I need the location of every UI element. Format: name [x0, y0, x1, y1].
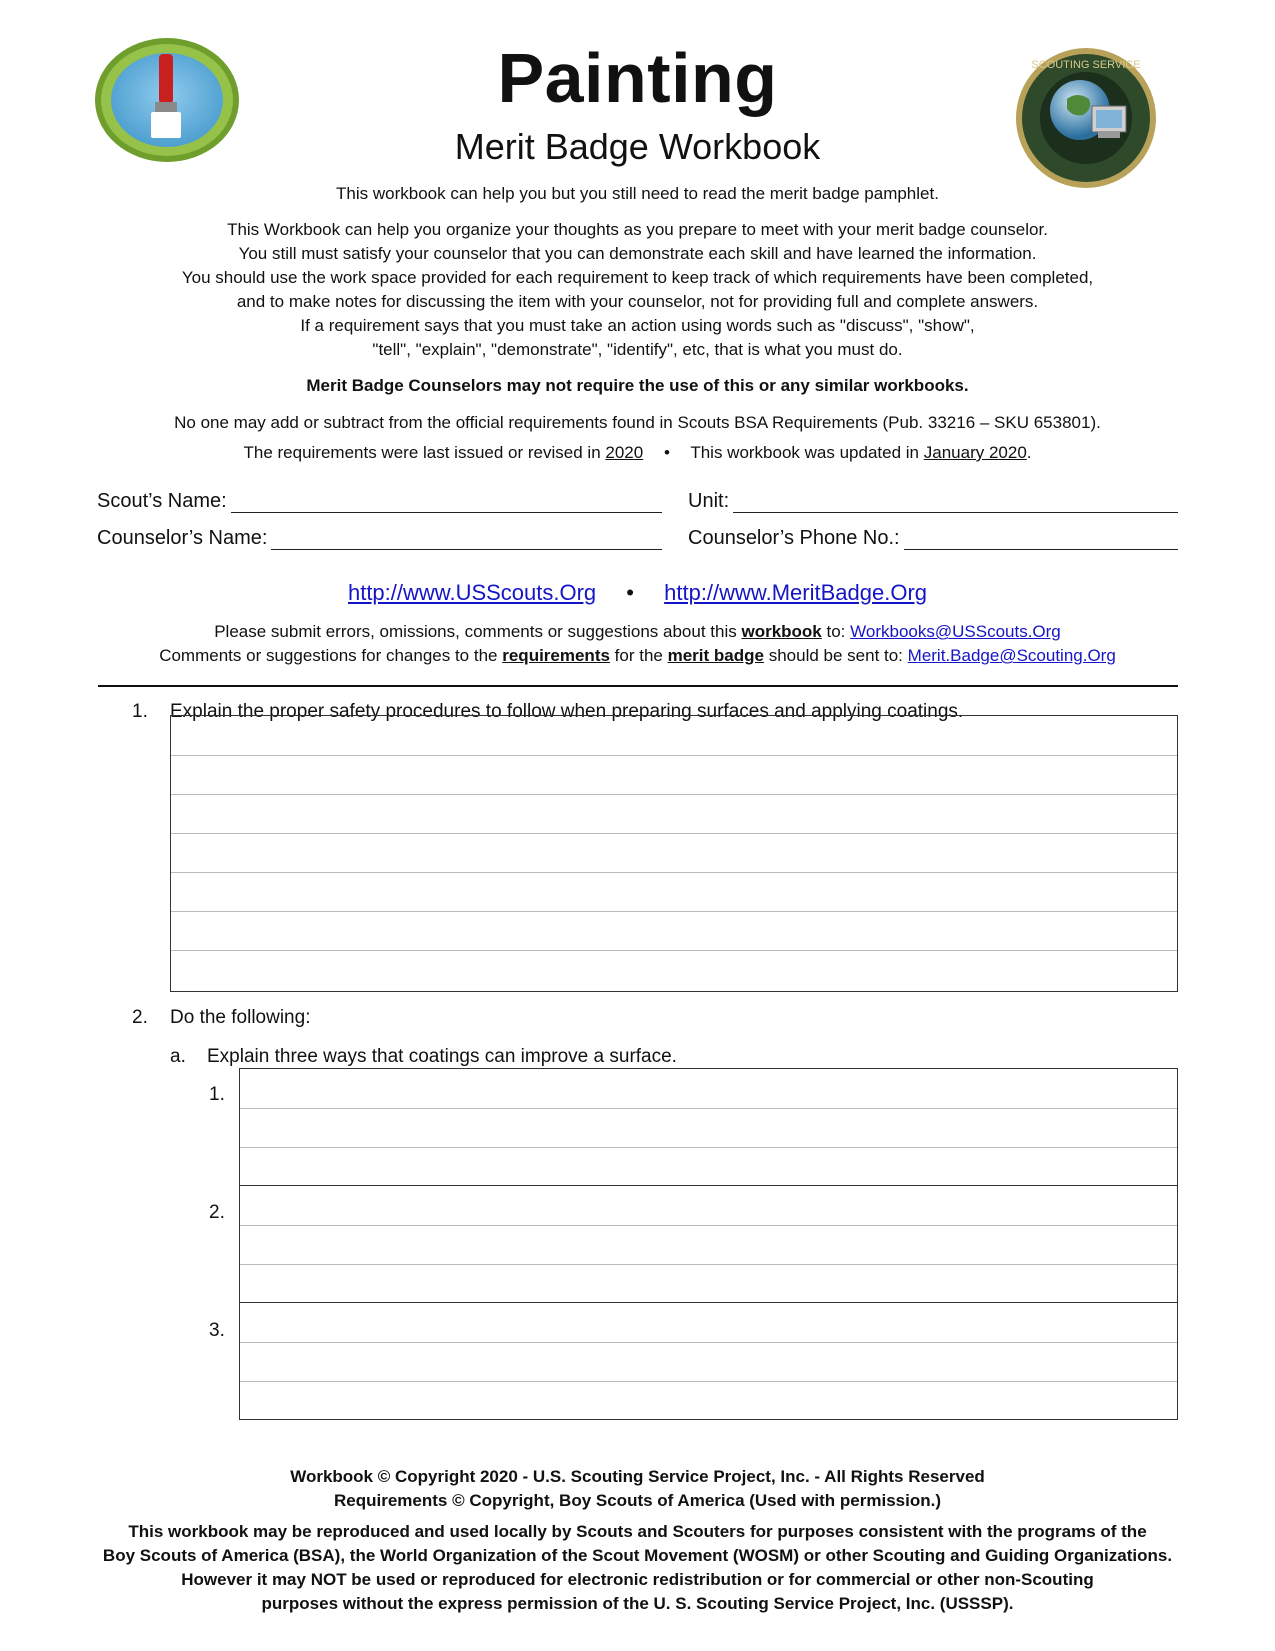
permission-line: This workbook may be reproduced and used locally by Scouts and Scouters for purposes consistent with the programs of the — [128, 1522, 1147, 1541]
counselor-phone-label: Counselor’s Phone No.: — [688, 527, 900, 549]
page-title: Painting — [497, 39, 778, 117]
svg-text:SCOUTING SERVICE: SCOUTING SERVICE — [1031, 59, 1141, 71]
merit-badge-email-link[interactable]: Merit.Badge@Scouting.Org — [907, 646, 1116, 665]
submit-text: Comments or suggestions for changes to the — [159, 646, 498, 665]
requirement-1-number: 1. — [132, 701, 148, 722]
requirement-1-answer-box[interactable] — [170, 715, 1178, 992]
unit-label: Unit: — [688, 490, 730, 512]
updated-date: January 2020 — [923, 443, 1027, 462]
answer-number: 3. — [209, 1320, 225, 1341]
unit-input-line[interactable] — [733, 492, 1178, 513]
requirement-2-number: 2. — [132, 1007, 148, 1028]
counselor-name-label: Counselor’s Name: — [97, 527, 268, 549]
scout-name-input-line[interactable] — [231, 492, 662, 513]
copyright-line: Workbook © Copyright 2020 - U.S. Scouting Service Project, Inc. - All Rights Reserved — [290, 1467, 985, 1486]
copyright-notice — [0, 1465, 1275, 1513]
requirement-2a-text: Explain three ways that coatings can improve a surface. — [207, 1046, 677, 1067]
intro-line: You still must satisfy your counselor that you can demonstrate each skill and have learned the information. — [238, 244, 1037, 263]
intro-line: and to make notes for discussing the item with your counselor, not for providing full and complete answers. — [236, 292, 1039, 311]
requirement-1-text: Explain the proper safety procedures to follow when preparing surfaces and applying coatings. — [170, 701, 964, 722]
page-subtitle: Merit Badge Workbook — [454, 126, 821, 167]
official-requirements-note: No one may add or subtract from the official requirements found in Scouts BSA Requirements (Pub. 33216 – SKU 653801). — [174, 413, 1101, 432]
intro-line: "tell", "explain", "demonstrate", "identify", etc, that is what you must do. — [372, 340, 903, 359]
unit-field[interactable] — [688, 490, 1178, 513]
scout-name-label: Scout’s Name: — [97, 490, 227, 512]
revision-line: The requirements were last issued or revised in 2020 • This workbook was updated in January 2020. — [243, 443, 1032, 462]
submit-text: should be sent to: — [768, 646, 903, 665]
permission-notice — [0, 1520, 1275, 1616]
submit-text: to: — [826, 622, 846, 641]
revised-year: 2020 — [605, 443, 644, 462]
pamphlet-note: This workbook can help you but you still need to read the merit badge pamphlet. — [336, 184, 939, 203]
revised-prefix: The requirements were last issued or revised in — [243, 443, 601, 462]
separator-bullet: • — [626, 580, 634, 605]
copyright-line: Requirements © Copyright, Boy Scouts of America (Used with permission.) — [334, 1491, 941, 1510]
intro-line: You should use the work space provided for each requirement to keep track of which requirements have been completed, — [181, 268, 1094, 287]
counselor-name-field[interactable] — [97, 527, 662, 550]
separator-bullet: • — [663, 443, 670, 462]
submit-emphasis: merit badge — [667, 646, 764, 665]
intro-line: If a requirement says that you must take an action using words such as "discuss", "show", — [300, 316, 975, 335]
permission-line: Boy Scouts of America (BSA), the World Organization of the Scout Movement (WOSM) or other Scouting and Guiding Organizations. — [102, 1546, 1173, 1565]
counselor-phone-field[interactable] — [688, 527, 1178, 550]
intro-line: This Workbook can help you organize your thoughts as you prepare to meet with your merit badge counselor. — [227, 220, 1048, 239]
submit-text: for the — [614, 646, 663, 665]
answer-number: 1. — [209, 1084, 225, 1105]
answer-box[interactable] — [239, 1302, 1178, 1420]
permission-line: purposes without the express permission of the U. S. Scouting Service Project, Inc. (USSSP). — [261, 1594, 1014, 1613]
permission-line: However it may NOT be used or reproduced for electronic redistribution or for commercial or other non-Scouting — [181, 1570, 1094, 1589]
counselor-note: Merit Badge Counselors may not require the use of this or any similar workbooks. — [306, 376, 969, 395]
answer-box[interactable] — [239, 1068, 1178, 1186]
counselor-name-input-line[interactable] — [271, 529, 662, 550]
answer-number: 2. — [209, 1202, 225, 1223]
requirement-2-text: Do the following: — [170, 1007, 311, 1028]
updated-prefix: This workbook was updated in — [690, 443, 920, 462]
submit-text: Please submit errors, omissions, comments or suggestions about this — [214, 622, 737, 641]
counselor-phone-input-line[interactable] — [904, 529, 1178, 550]
usscouts-link[interactable]: http://www.USScouts.Org — [347, 580, 597, 605]
workbooks-email-link[interactable]: Workbooks@USScouts.Org — [850, 622, 1061, 641]
section-divider — [98, 685, 1178, 687]
website-links — [0, 580, 1275, 606]
answer-box[interactable] — [239, 1185, 1178, 1303]
meritbadge-link[interactable]: http://www.MeritBadge.Org — [664, 580, 928, 605]
submission-info — [0, 620, 1275, 668]
requirement-2a-letter: a. — [170, 1046, 186, 1067]
scout-name-field[interactable] — [97, 490, 662, 513]
submit-emphasis: requirements — [502, 646, 610, 665]
intro-paragraph — [0, 218, 1275, 362]
submit-emphasis: workbook — [741, 622, 822, 641]
